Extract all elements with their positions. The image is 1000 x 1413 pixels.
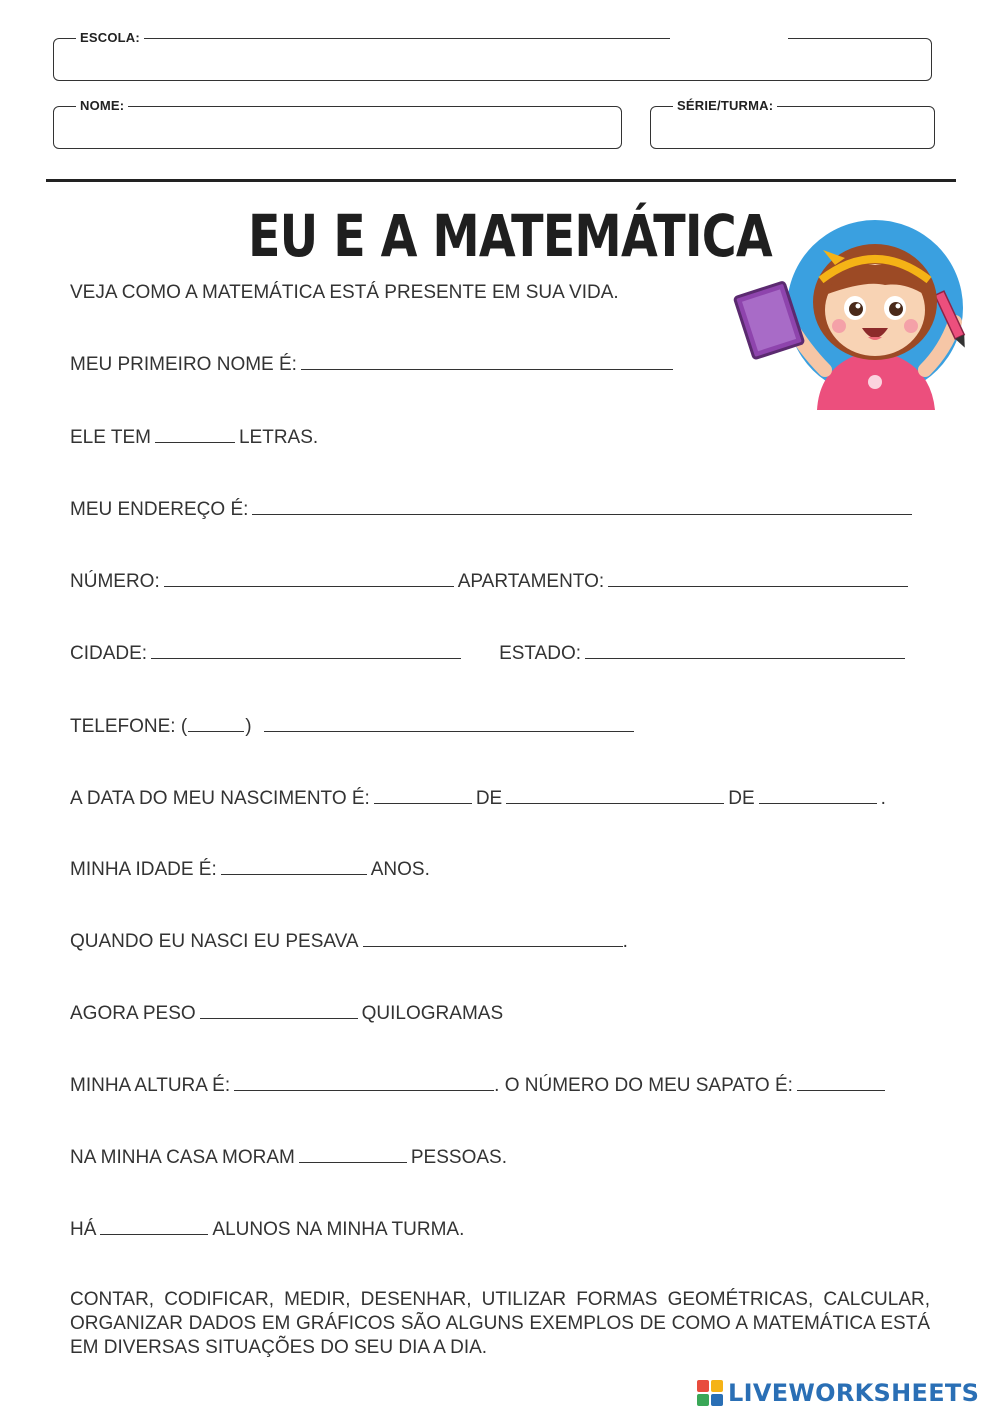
- logo-square-v: [697, 1394, 709, 1406]
- nome-field[interactable]: [53, 106, 622, 149]
- turma-row: [70, 1217, 464, 1242]
- de-label-2: DE: [728, 788, 755, 809]
- endereco-row: [70, 497, 916, 522]
- pessoas-blank[interactable]: [299, 1145, 407, 1163]
- peso-nascimento-row: [70, 929, 628, 954]
- ele-tem-label: ELE TEM: [70, 427, 151, 448]
- quilogramas-label: QUILOGRAMAS: [361, 1003, 504, 1024]
- casa-label: NA MINHA CASA MORAM: [70, 1147, 295, 1168]
- closing-paragraph: CONTAR, CODIFICAR, MEDIR, DESENHAR, UTILIZAR FORMAS GEOMÉTRICAS, CALCULAR, ORGANIZAR DADOS EM GRÁFICOS SÃO ALGUNS EXEMPLOS DE COMO A MATEMÁTICA ESTÁ EM DIVERSAS SITUAÇÕES DO SEU DIA A DIA.: [70, 1289, 930, 1358]
- nome-label: NOME:: [76, 98, 128, 113]
- apartamento-blank[interactable]: [608, 569, 908, 587]
- sapato-label: . O NÚMERO DO MEU SAPATO É:: [494, 1075, 793, 1096]
- idade-label: MINHA IDADE É:: [70, 859, 217, 880]
- escola-box-gap: [670, 36, 788, 40]
- numero-label: NÚMERO:: [70, 571, 160, 592]
- mes-blank[interactable]: [506, 786, 724, 804]
- header-divider: [46, 179, 956, 182]
- girl-with-book-icon: [725, 210, 985, 430]
- sapato-blank[interactable]: [797, 1073, 885, 1091]
- peso-nascimento-label: QUANDO EU NASCI EU PESAVA: [70, 931, 359, 952]
- cidade-label: CIDADE:: [70, 643, 148, 664]
- primeiro-nome-blank[interactable]: [301, 352, 673, 370]
- peso-nascimento-blank[interactable]: [363, 929, 623, 947]
- peso-atual-row: [70, 1001, 503, 1026]
- telefone-close: ): [245, 716, 252, 737]
- intro-text: [70, 281, 619, 305]
- dia-blank[interactable]: [374, 786, 472, 804]
- pessoas-label: PESSOAS.: [410, 1147, 507, 1168]
- altura-blank[interactable]: [234, 1073, 494, 1091]
- cidade-blank[interactable]: [151, 641, 461, 659]
- estado-blank[interactable]: [585, 641, 905, 659]
- telefone-row: [70, 714, 638, 739]
- intro-label: VEJA COMO A MATEMÁTICA ESTÁ PRESENTE EM SUA VIDA.: [70, 282, 619, 303]
- peso-atual-blank[interactable]: [200, 1001, 358, 1019]
- letras-row: [70, 425, 318, 450]
- idade-row: [70, 857, 430, 882]
- cidade-row: [70, 641, 909, 666]
- escola-field[interactable]: [53, 38, 932, 81]
- de-label-1: DE: [475, 788, 503, 809]
- liveworksheets-logo[interactable]: [697, 1376, 979, 1410]
- numero-row: [70, 569, 912, 594]
- data-dot: .: [880, 788, 886, 809]
- ha-label: HÁ: [70, 1219, 97, 1240]
- anos-label: ANOS.: [370, 859, 430, 880]
- primeiro-nome-row: [70, 352, 677, 377]
- serie-turma-label: SÉRIE/TURMA:: [673, 98, 777, 113]
- altura-label: MINHA ALTURA É:: [70, 1075, 231, 1096]
- apartamento-label: APARTAMENTO:: [457, 571, 605, 592]
- logo-square-l: [697, 1380, 709, 1392]
- idade-blank[interactable]: [221, 857, 367, 875]
- escola-label: ESCOLA:: [76, 30, 144, 45]
- estado-label: ESTADO:: [499, 643, 582, 664]
- numero-blank[interactable]: [164, 569, 454, 587]
- agora-peso-label: AGORA PESO: [70, 1003, 196, 1024]
- alunos-label: ALUNOS NA MINHA TURMA.: [212, 1219, 465, 1240]
- logo-text: LIVEWORKSHEETS: [728, 1379, 980, 1407]
- endereco-blank[interactable]: [252, 497, 912, 515]
- telefone-blank[interactable]: [264, 714, 634, 732]
- casa-row: [70, 1145, 507, 1170]
- logo-grid-icon: [697, 1380, 723, 1406]
- letras-blank[interactable]: [155, 425, 235, 443]
- telefone-label: TELEFONE: (: [70, 716, 188, 737]
- logo-square-e: [711, 1394, 723, 1406]
- logo-square-i: [711, 1380, 723, 1392]
- endereco-label: MEU ENDEREÇO É:: [70, 499, 249, 520]
- page-title: EU E A MATEMÁTICA: [248, 202, 772, 270]
- data-nascimento-row: [70, 786, 886, 811]
- ano-blank[interactable]: [759, 786, 877, 804]
- alunos-blank[interactable]: [100, 1217, 208, 1235]
- telefone-ddd-blank[interactable]: [188, 714, 244, 732]
- data-nascimento-label: A DATA DO MEU NASCIMENTO É:: [70, 788, 370, 809]
- letras-label: LETRAS.: [238, 427, 319, 448]
- primeiro-nome-label: MEU PRIMEIRO NOME É:: [70, 354, 297, 375]
- altura-row: [70, 1073, 889, 1098]
- peso-dot: .: [622, 931, 628, 952]
